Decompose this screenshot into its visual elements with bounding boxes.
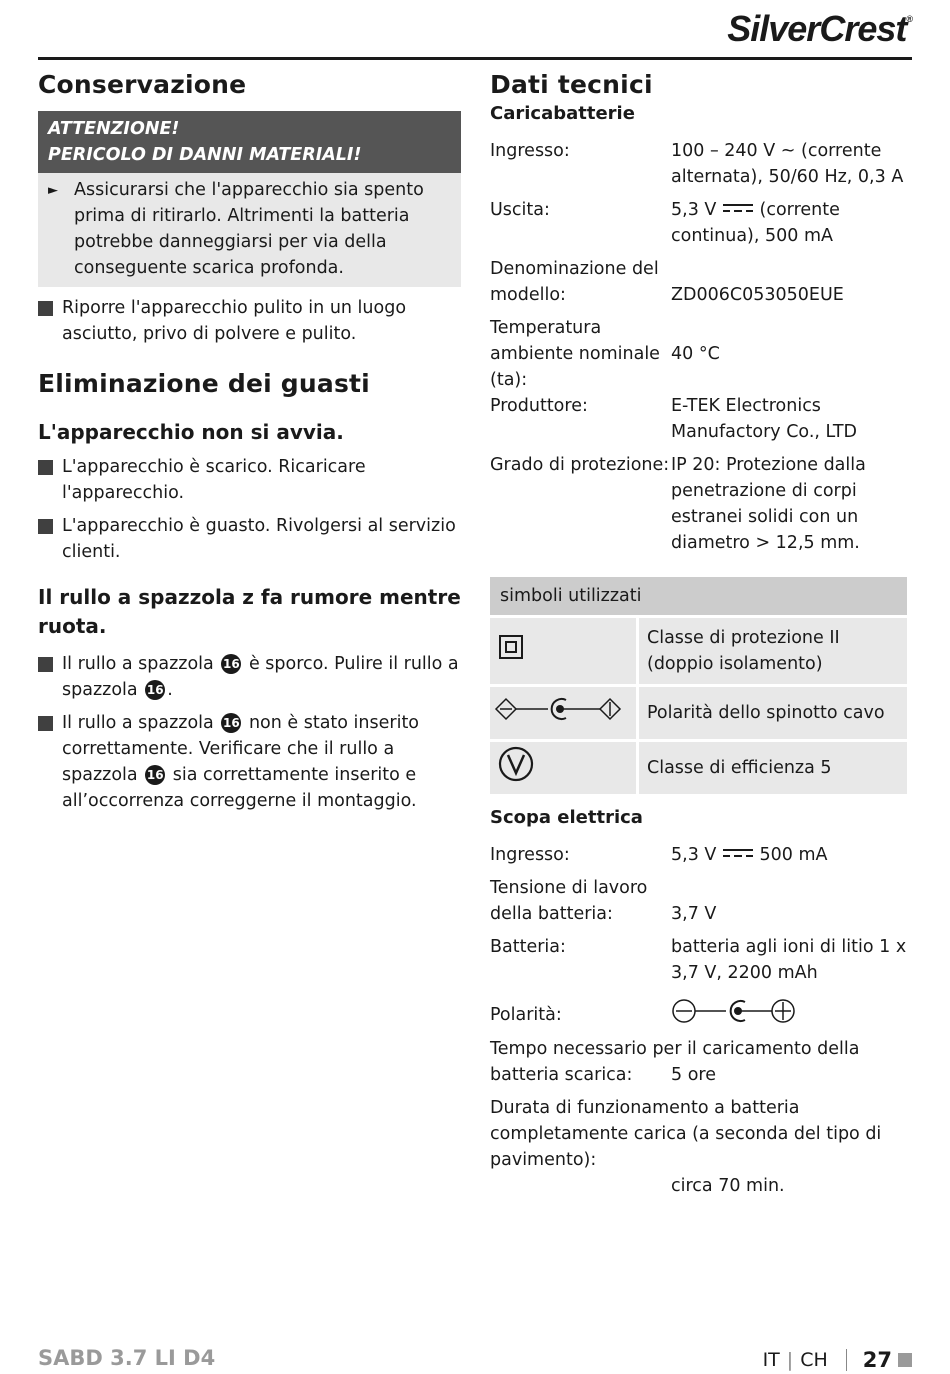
storage-text: Riporre l'apparecchio pulito in un luogo asciutto, privo di polvere e pulito. [62, 298, 407, 344]
polarity-icon [671, 998, 797, 1024]
spec-row [490, 315, 912, 393]
vacuum-heading: Scopa elettrica [490, 807, 643, 828]
spec-value: E-TEK Electronics Manufactory Co., LTD [671, 396, 858, 442]
spec-row [490, 998, 912, 1032]
spec-key: Ingresso: [490, 141, 570, 161]
ref-16-icon: 16 [221, 713, 241, 733]
bullet-square-icon [38, 716, 53, 731]
bullet-square-icon [38, 519, 53, 534]
text-segment: . [167, 680, 173, 700]
right-column [490, 66, 912, 1199]
warning-box [38, 111, 461, 287]
problem-1-item-1: L'apparecchio è scarico. Ricaricare l'apparecchio. [62, 457, 366, 503]
charge-time-line: Tempo necessario per il caricamento della [490, 1039, 860, 1059]
symbols-table [487, 574, 910, 797]
spec-value: 5 ore [671, 1065, 716, 1085]
spec-key: Tensione di lavoro della batteria: [490, 878, 648, 924]
spec-value: IP 20: Protezione dalla penetrazione di corpi estranei solidi con un diametro > 12,5 mm. [671, 455, 866, 553]
table-row [490, 742, 907, 794]
spec-value: ZD006C053050EUE [671, 285, 844, 305]
spec-row [490, 934, 912, 986]
text-segment: 5,3 V [671, 845, 717, 865]
symbol-cell [490, 742, 636, 794]
problem-2-heading: Il rullo a spazzola z fa rumore mentre ruota. [38, 585, 461, 638]
problem-2-item-2 [62, 710, 461, 814]
spec-value: 40 °C [671, 344, 720, 364]
spec-key: batteria scarica: [490, 1065, 633, 1085]
text-segment: Il rullo a spazzola [62, 654, 214, 674]
problem-2-item-1 [62, 651, 461, 703]
spec-key-empty [490, 1173, 671, 1199]
spec-row [490, 1173, 912, 1199]
symbol-description: Polarità dello spinotto cavo [639, 687, 907, 739]
ref-16-icon: 16 [145, 680, 165, 700]
lang-it: IT [762, 1349, 780, 1371]
bullet-square-icon [38, 460, 53, 475]
spec-key: Ingresso: [490, 845, 570, 865]
table-row [490, 687, 907, 739]
symbols-table-header: simboli utilizzati [490, 577, 907, 615]
spec-row [490, 138, 912, 190]
spec-key: Polarità: [490, 1005, 562, 1025]
left-column [38, 66, 461, 821]
spec-row [490, 875, 912, 927]
warning-line-2: PERICOLO DI DANNI MATERIALI! [48, 145, 362, 165]
polarity-icon [494, 694, 624, 724]
spec-key: Temperatura ambiente nominale (ta): [490, 318, 660, 390]
spec-row [490, 393, 912, 445]
spec-row [490, 197, 912, 249]
lang-ch: CH [800, 1349, 828, 1371]
problem-1-list [38, 454, 461, 565]
spec-value [671, 197, 912, 249]
symbol-cell [490, 618, 636, 684]
ref-16-icon: 16 [145, 765, 165, 785]
list-item [38, 295, 461, 347]
page-number: 27 [862, 1348, 892, 1372]
dc-symbol-icon [722, 202, 754, 214]
spec-row [490, 1062, 912, 1088]
spec-value [671, 842, 912, 868]
problem-1-heading: L'apparecchio non si avvia. [38, 420, 344, 444]
spec-row [490, 452, 912, 556]
arrow-right-icon: ► [48, 183, 58, 198]
spec-value: 3,7 V [671, 904, 717, 924]
warning-item [38, 173, 461, 287]
text-segment: 5,3 V [671, 200, 717, 220]
brand-name: SilverCrest [727, 8, 907, 49]
spec-key: Uscita: [490, 200, 550, 220]
bullet-square-icon [38, 657, 53, 672]
conservazione-heading: Conservazione [38, 70, 247, 99]
efficiency-v-icon [498, 746, 534, 782]
spec-key: Batteria: [490, 937, 566, 957]
eliminazione-heading: Eliminazione dei guasti [38, 369, 370, 398]
warning-line-1: ATTENZIONE! [48, 119, 180, 139]
text-segment: sia correttamente inserito e all’occorrenza correggerne il montaggio. [62, 765, 417, 811]
warning-header [38, 111, 461, 173]
footer-model: SABD 3.7 LI D4 [38, 1346, 216, 1370]
spec-value [671, 998, 912, 1032]
brand-logo [727, 8, 912, 50]
footer-page-info [763, 1348, 912, 1372]
table-row [490, 618, 907, 684]
header-rule [38, 57, 912, 60]
symbol-description: Classe di efficienza 5 [639, 742, 907, 794]
list-item [38, 513, 461, 565]
problem-1-item-2: L'apparecchio è guasto. Rivolgersi al servizio clienti. [62, 516, 456, 562]
spec-key: Grado di protezione: [490, 455, 670, 475]
text-segment: è sporco. Pulire il rullo a spazzola [62, 654, 459, 700]
problem-2-list [38, 651, 461, 814]
symbol-description: Classe di protezione II (doppio isolamento) [639, 618, 907, 684]
warning-text: Assicurarsi che l'apparecchio sia spento prima di ritirarlo. Altrimenti la batteria potrebbe danneggiarsi per via della conseguente scarica profonda. [74, 180, 424, 278]
ref-16-icon: 16 [221, 654, 241, 674]
spec-row [490, 256, 912, 308]
symbol-cell [490, 687, 636, 739]
spec-value: batteria agli ioni di litio 1 x 3,7 V, 2200 mAh [671, 937, 907, 983]
dc-symbol-icon [722, 847, 754, 859]
bullet-square-icon [38, 301, 53, 316]
runtime-line: Durata di funzionamento a batteria completamente carica (a seconda del tipo di pavimento): [490, 1098, 882, 1170]
text-segment: (corrente continua), 500 mA [671, 200, 840, 246]
footer-divider [846, 1349, 847, 1371]
dati-tecnici-heading: Dati tecnici [490, 70, 653, 99]
list-item [38, 710, 461, 814]
text-segment: 500 mA [759, 845, 828, 865]
storage-list [38, 295, 461, 347]
list-item [38, 651, 461, 703]
list-item [38, 454, 461, 506]
text-segment: non è stato inserito correttamente. Verificare che il rullo a spazzola [62, 713, 420, 785]
spec-key: Produttore: [490, 396, 588, 416]
spec-row [490, 842, 912, 868]
lang-separator: | [786, 1349, 794, 1371]
text-segment: Il rullo a spazzola [62, 713, 214, 733]
spec-value: 100 – 240 V ~ (corrente alternata), 50/60 Hz, 0,3 A [671, 141, 904, 187]
registered-mark: ® [906, 14, 912, 24]
page-marker-square [898, 1353, 912, 1367]
spec-value: circa 70 min. [671, 1176, 785, 1196]
spec-key: Denominazione del modello: [490, 259, 659, 305]
double-insulation-icon [498, 634, 524, 660]
charger-heading: Caricabatterie [490, 103, 635, 124]
